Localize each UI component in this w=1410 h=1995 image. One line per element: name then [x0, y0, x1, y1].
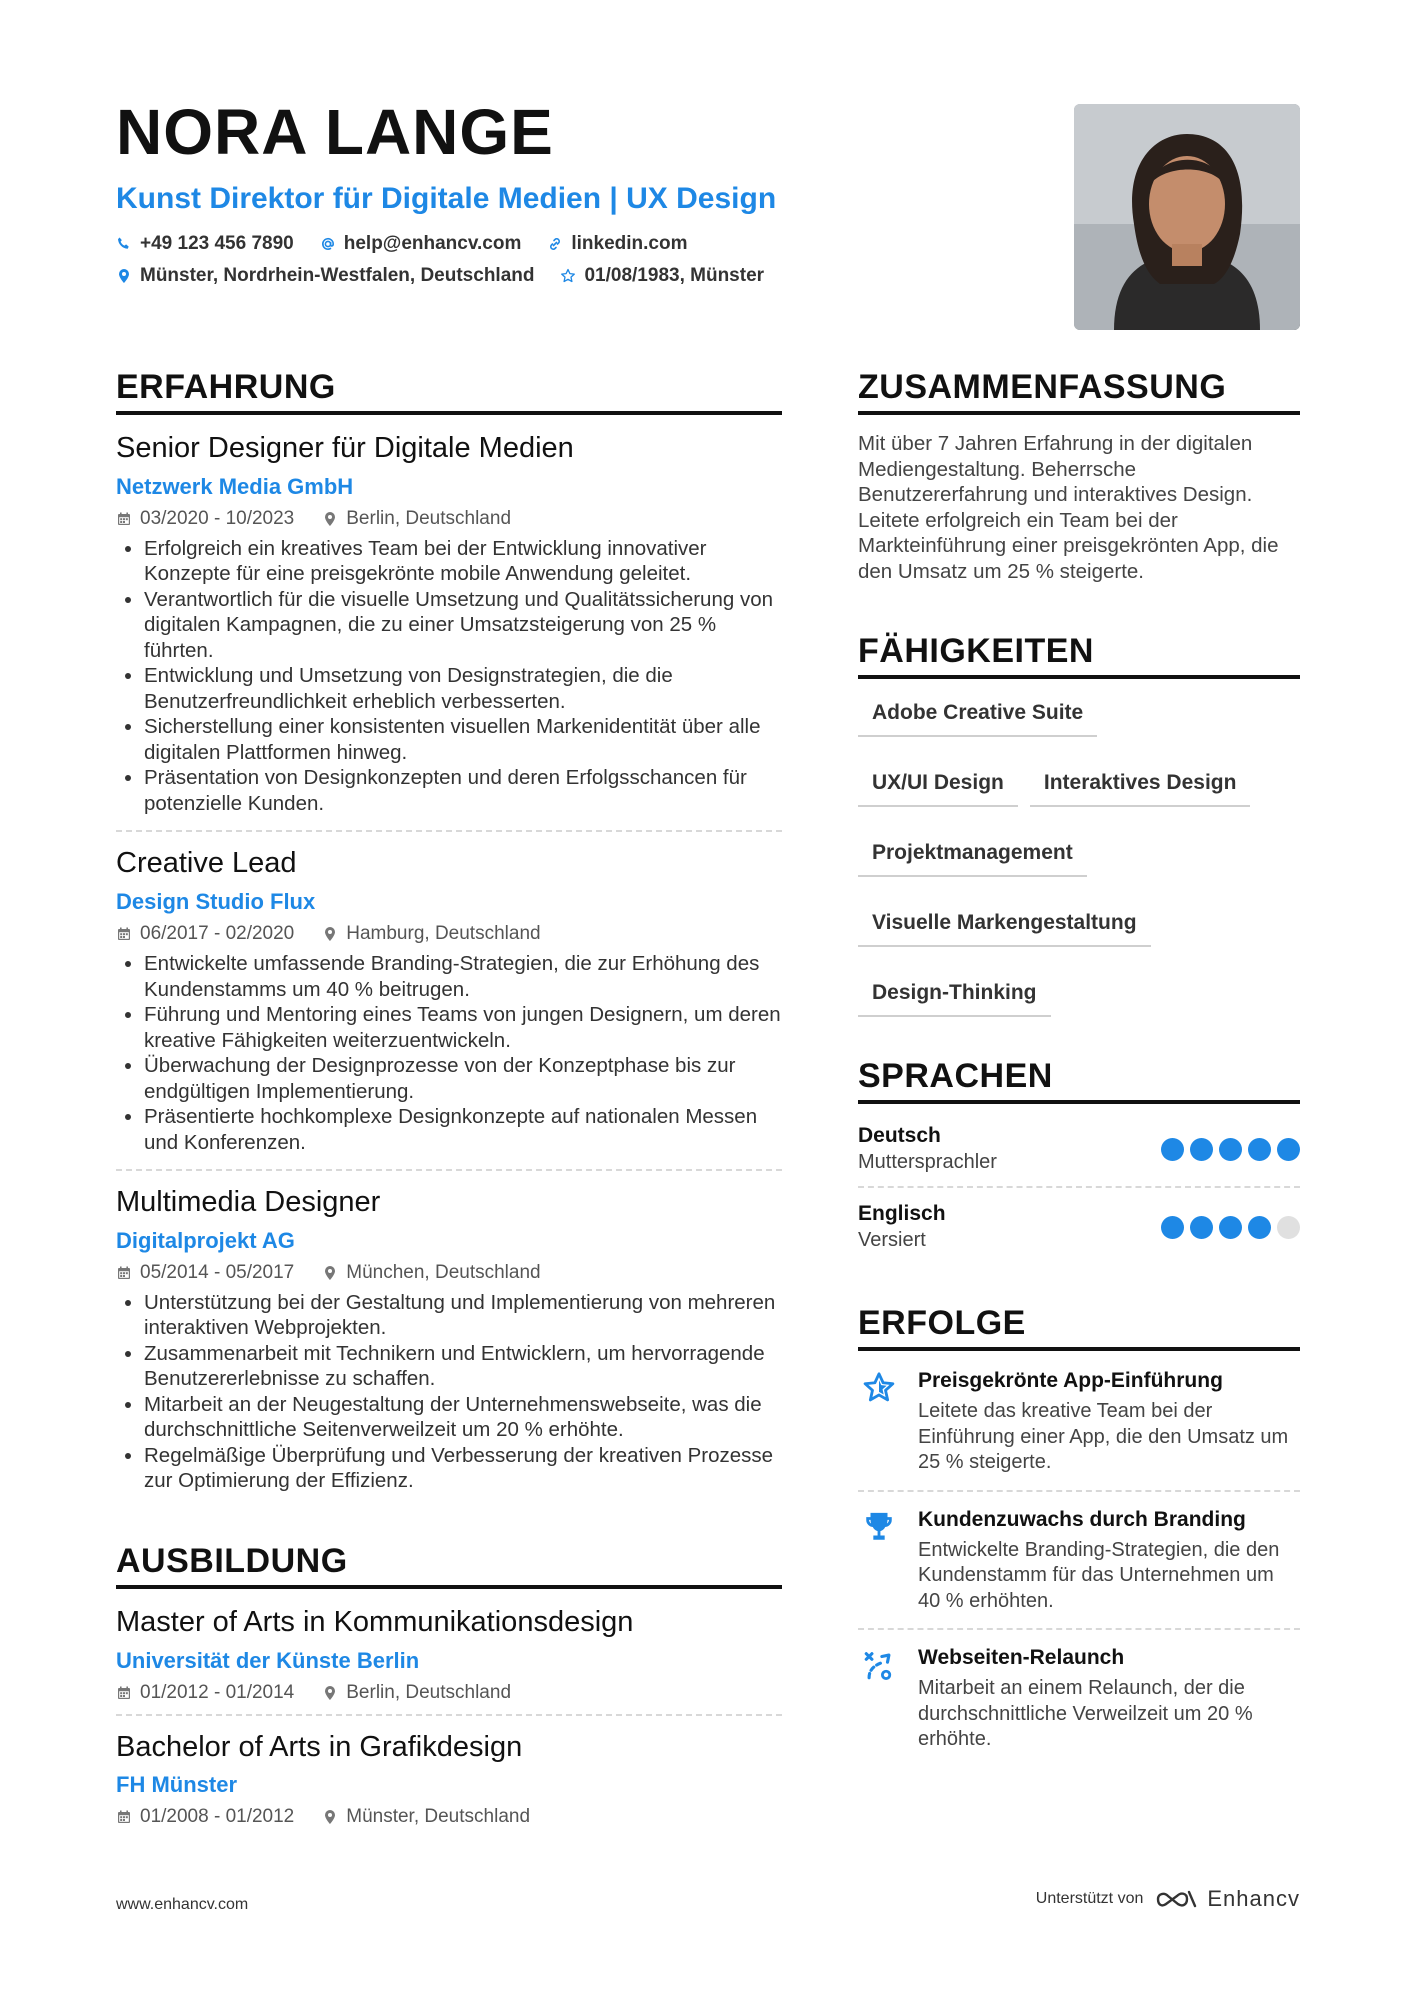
- strategy-icon: [858, 1646, 902, 1753]
- bullet-item: • Überwachung der Designprozesse von der Konzeptphase bis zur endgültigen Implementierung.: [144, 1053, 782, 1104]
- degree-title: Bachelor of Arts in Grafikdesign: [116, 1730, 523, 1763]
- bullet-item: • Unterstützung bei der Gestaltung und Implementierung von mehreren interaktiven Webprojekten.: [144, 1290, 782, 1341]
- bullet-item: • Entwickelte umfassende Branding-Strategien, die zur Erhöhung des Kundenstamms um 40 % beitrugen.: [144, 951, 782, 1002]
- location-pin-icon: [116, 268, 132, 284]
- achievement-desc: Entwickelte Branding-Strategien, die den Kundenstamm für das Unternehmen um 40 % erhöhten.: [918, 1538, 1280, 1612]
- job-meta: [116, 1262, 782, 1284]
- brand-name: Enhancv: [1207, 1886, 1300, 1911]
- calendar-icon: [116, 1265, 132, 1281]
- job-meta: [116, 508, 782, 530]
- calendar-icon: [116, 511, 132, 527]
- section-title-summary: ZUSAMMENFASSUNG: [858, 368, 1300, 415]
- education-meta: [116, 1682, 782, 1704]
- bullet-item: • Sicherstellung einer konsistenten visuellen Markenidentität über alle digitalen Plattformen hinweg.: [144, 714, 782, 765]
- company-name: Netzwerk Media GmbH: [116, 473, 354, 499]
- achievement-desc: Mitarbeit an einem Relaunch, der die durchschnittliche Verweilzeit um 20 % erhöhte.: [918, 1677, 1253, 1750]
- bullet-item: • Präsentierte hochkomplexe Designkonzepte auf nationalen Messen und Konferenzen.: [144, 1104, 782, 1155]
- achievement-desc: Leitete das kreative Team bei der Einführung einer App, die den Umsatz um 25 % steigerte.: [918, 1400, 1289, 1473]
- experience-entry: [116, 431, 782, 832]
- job-location: Berlin, Deutschland: [346, 507, 512, 529]
- achievement-title: Preisgekrönte App-Einführung: [918, 1369, 1223, 1392]
- contact-linkedin[interactable]: linkedin.com: [547, 233, 687, 255]
- footer-branding: [1036, 1886, 1300, 1912]
- language-name: Deutsch: [858, 1124, 941, 1147]
- link-icon: [547, 236, 563, 252]
- achievement-entry: [858, 1367, 1300, 1492]
- brand-logo[interactable]: [1155, 1886, 1300, 1912]
- section-title-achievements: ERFOLGE: [858, 1304, 1300, 1351]
- school-name: Universität der Künste Berlin: [116, 1647, 420, 1673]
- left-column: [116, 368, 782, 1852]
- contact-info: [116, 233, 1016, 287]
- job-title: Creative Lead: [116, 847, 297, 880]
- school-name: FH Münster: [116, 1772, 237, 1798]
- candidate-name: NORA LANGE: [116, 96, 554, 168]
- enhancv-logo-icon: [1155, 1888, 1199, 1910]
- education-dates: 01/2012 - 01/2014: [140, 1681, 295, 1703]
- job-location: München, Deutschland: [346, 1261, 541, 1283]
- job-title: Senior Designer für Digitale Medien: [116, 432, 574, 464]
- bullet-item: • Erfolgreich ein kreatives Team bei der Entwicklung innovativer Konzepte für eine preisgekrönte mobile Anwendung geleitet.: [144, 536, 782, 587]
- job-title: Multimedia Designer: [116, 1186, 381, 1219]
- bullet-item: • Regelmäßige Überprüfung und Verbesserung der kreativen Prozesse zur Optimierung der Effizienz.: [144, 1443, 782, 1494]
- location-pin-icon: [322, 511, 338, 527]
- phone-icon: [116, 236, 132, 252]
- skill-tag: Interaktives Design: [1030, 765, 1251, 807]
- location-pin-icon: [322, 1809, 338, 1825]
- job-dates: 05/2014 - 05/2017: [140, 1261, 295, 1283]
- degree-title: Master of Arts in Kommunikationsdesign: [116, 1605, 634, 1638]
- skill-tag: Adobe Creative Suite: [858, 695, 1097, 737]
- section-title-languages: SPRACHEN: [858, 1057, 1300, 1104]
- education-meta: [116, 1806, 782, 1828]
- language-rating: [1161, 1138, 1300, 1161]
- rating-dot-filled: [1161, 1138, 1184, 1161]
- resume-header: [116, 96, 1016, 297]
- contact-location: Münster, Nordrhein-Westfalen, Deutschland: [116, 265, 534, 287]
- language-level: Muttersprachler: [858, 1151, 997, 1173]
- language-level: Versiert: [858, 1229, 926, 1251]
- rating-dot-filled: [1161, 1216, 1184, 1239]
- section-title-experience: ERFAHRUNG: [116, 368, 782, 415]
- bullet-item: • Mitarbeit an der Neugestaltung der Unternehmenswebseite, was die durchschnittliche Seitenverweilzeit um 20 % erhöhte.: [144, 1392, 782, 1443]
- job-bullets: [116, 536, 782, 817]
- section-title-skills: FÄHIGKEITEN: [858, 632, 1300, 679]
- rating-dot-filled: [1277, 1138, 1300, 1161]
- calendar-icon: [116, 926, 132, 942]
- achievement-title: Webseiten-Relaunch: [918, 1646, 1125, 1669]
- bullet-item: • Verantwortlich für die visuelle Umsetzung und Qualitätssicherung von digitalen Kampagnen, die zu einer Umsatzsteigerung von 25 % führten.: [144, 587, 782, 664]
- star-icon: [560, 268, 576, 284]
- at-icon: [320, 236, 336, 252]
- language-entry: [858, 1120, 1300, 1188]
- job-dates: 03/2020 - 10/2023: [140, 507, 295, 529]
- education-location: Münster, Deutschland: [346, 1806, 531, 1828]
- achievement-entry: [858, 1506, 1300, 1631]
- star-icon: [858, 1369, 902, 1476]
- company-name: Digitalprojekt AG: [116, 1227, 295, 1253]
- achievement-title: Kundenzuwachs durch Branding: [918, 1507, 1246, 1531]
- bullet-item: • Zusammenarbeit mit Technikern und Entwicklern, um hervorragende Benutzererlebnisse zu schaffen.: [144, 1341, 782, 1392]
- section-title-education: AUSBILDUNG: [116, 1542, 782, 1589]
- job-bullets: [116, 1290, 782, 1494]
- rating-dot-filled: [1248, 1216, 1271, 1239]
- summary-text: Mit über 7 Jahren Erfahrung in der digitalen Mediengestaltung. Beherrsche Benutzererfahrung und interaktives Design. Leitete erfolgreich ein Team bei der Markteinführung einer preisgekrönten App, die den Umsatz um 25 % steigerte.: [858, 432, 1279, 583]
- job-dates: 06/2017 - 02/2020: [140, 923, 295, 945]
- location-pin-icon: [322, 1265, 338, 1281]
- language-entry: [858, 1198, 1300, 1264]
- language-rating: [1161, 1216, 1300, 1239]
- location-pin-icon: [322, 926, 338, 942]
- profile-photo: [1074, 104, 1300, 330]
- location-pin-icon: [322, 1685, 338, 1701]
- powered-by-label: Unterstützt von: [1035, 1890, 1144, 1907]
- candidate-headline: Kunst Direktor für Digitale Medien | UX Design: [116, 182, 777, 215]
- job-meta: [116, 923, 782, 945]
- calendar-icon: [116, 1685, 132, 1701]
- education-location: Berlin, Deutschland: [346, 1681, 512, 1703]
- rating-dot-filled: [1248, 1138, 1271, 1161]
- calendar-icon: [116, 1809, 132, 1825]
- contact-phone: +49 123 456 7890: [116, 233, 294, 255]
- education-entry: [116, 1605, 782, 1716]
- contact-birth: 01/08/1983, Münster: [560, 265, 764, 287]
- experience-entry: [116, 846, 782, 1171]
- skill-tag: Design-Thinking: [858, 975, 1051, 1017]
- skill-tag: Visuelle Markengestaltung: [858, 905, 1151, 947]
- right-column: [858, 368, 1300, 1781]
- language-name: Englisch: [858, 1202, 946, 1225]
- bullet-item: • Präsentation von Designkonzepten und deren Erfolgsschancen für potenzielle Kunden.: [144, 765, 782, 816]
- education-dates: 01/2008 - 01/2012: [140, 1806, 295, 1828]
- contact-email[interactable]: help@enhancv.com: [320, 233, 522, 255]
- job-bullets: [116, 951, 782, 1155]
- education-entry: [116, 1730, 782, 1839]
- bullet-item: • Entwicklung und Umsetzung von Designstrategien, die die Benutzerfreundlichkeit erheblich verbesserten.: [144, 663, 782, 714]
- job-location: Hamburg, Deutschland: [346, 923, 541, 945]
- skill-tag: Projektmanagement: [858, 835, 1087, 877]
- achievement-entry: [858, 1644, 1300, 1767]
- experience-entry: [116, 1185, 782, 1508]
- rating-dot-filled: [1219, 1216, 1242, 1239]
- skills-list: [858, 695, 1300, 1017]
- bullet-item: • Führung und Mentoring eines Teams von jungen Designern, um deren kreative Fähigkeiten weiterzuentwickeln.: [144, 1002, 782, 1053]
- skill-tag: UX/UI Design: [858, 765, 1018, 807]
- rating-dot-filled: [1190, 1216, 1213, 1239]
- trophy-icon: [858, 1508, 902, 1615]
- company-name: Design Studio Flux: [116, 889, 316, 915]
- rating-dot-filled: [1219, 1138, 1242, 1161]
- rating-dot-empty: [1277, 1216, 1300, 1239]
- footer-website[interactable]: www.enhancv.com: [116, 1896, 249, 1913]
- rating-dot-filled: [1190, 1138, 1213, 1161]
